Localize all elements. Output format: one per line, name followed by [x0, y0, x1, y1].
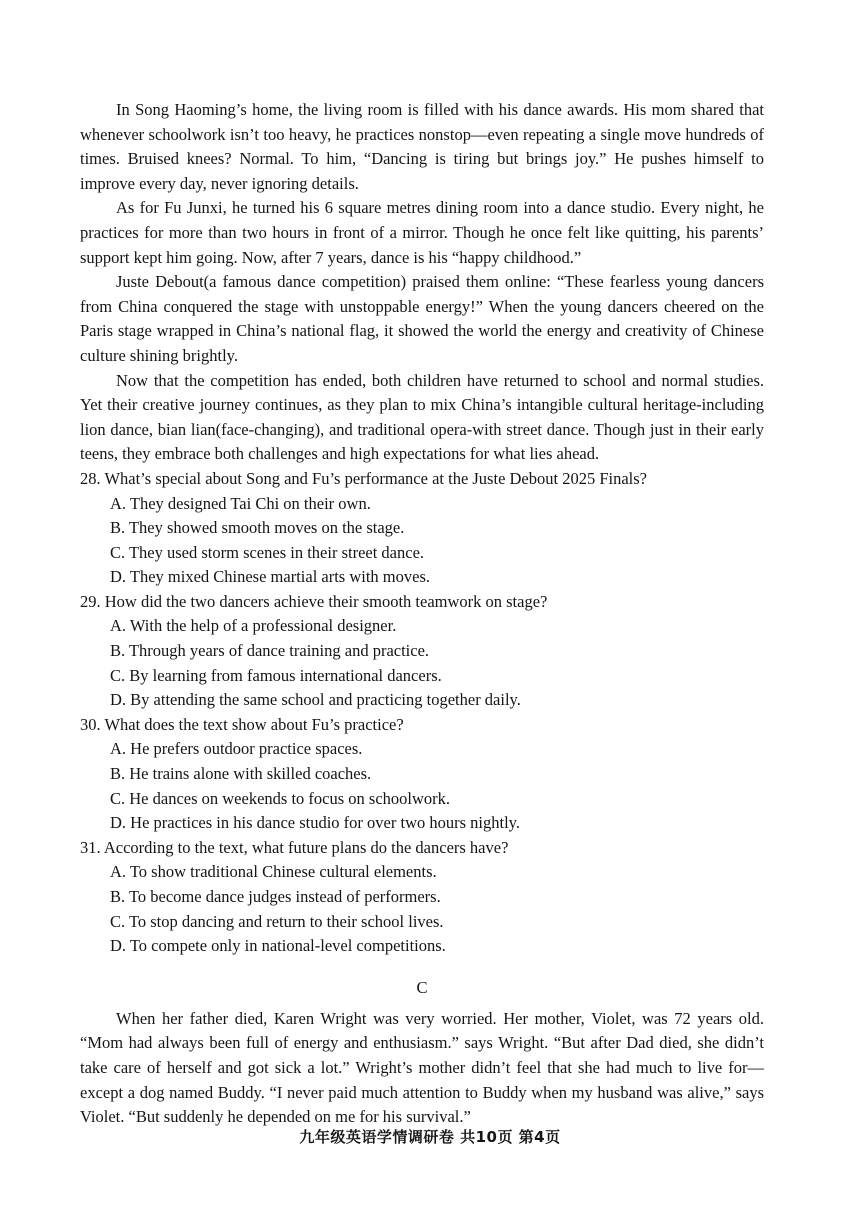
option-d: D. By attending the same school and practicing together daily. [110, 690, 521, 710]
option-c: C. By learning from famous international dancers. [110, 665, 442, 685]
section-title: C [416, 977, 428, 997]
option-b: B. They showed smooth moves on the stage. [110, 518, 405, 538]
paragraph: As for Fu Junxi, he turned his 6 square metres dining room into a dance studio. Every night, he practices for more than two hours in front of a mirror. Though he once felt like quitting, his parents’ support kept him going. Now, after 7 years, dance is his “happy childhood.” [80, 198, 764, 267]
question-stem: 30. What does the text show about Fu’s practice? [80, 714, 404, 734]
option-c: C. To stop dancing and return to their school lives. [110, 911, 444, 931]
question-28 [80, 467, 764, 590]
option-b: B. To become dance judges instead of performers. [110, 887, 441, 906]
question-list [80, 467, 764, 959]
option-d: D. He practices in his dance studio for over two hours nightly. [110, 813, 520, 833]
question-stem: 29. How did the two dancers achieve their smooth teamwork on stage? [80, 591, 548, 611]
question-31 [80, 836, 764, 959]
question-stem: 31. According to the text, what future plans do the dancers have? [80, 837, 509, 857]
option-b: B. Through years of dance training and practice. [110, 641, 430, 661]
passage-b [80, 98, 764, 467]
exam-page [80, 98, 764, 1130]
question-29 [80, 590, 764, 713]
paragraph: When her father died, Karen Wright was very worried. Her mother, Violet, was 72 years old. “Mom had always been full of energy and enthusiasm.” says Wright. “But after Dad died, she didn’t take care of herself and got sick a lot.” Wright’s mother didn’t feel that she had much to live for—except a dog named Buddy. “I never paid much attention to Buddy when my husband was alive,” says Violet. “But suddenly he depended on me for his survival.” [80, 1008, 764, 1127]
option-a: A. He prefers outdoor practice spaces. [110, 739, 363, 759]
paragraph: Now that the competition has ended, both children have returned to school and normal studies. Yet their creative journey continues, as they plan to mix China’s intangible cultural heritage-including lion dance, bian lian(face-changing), and traditional opera-with street dance. Though just in their early teens, they embrace both challenges and high expectations for what lies ahead. [80, 370, 764, 464]
option-b: B. He trains alone with skilled coaches. [110, 764, 372, 784]
page-footer: 九年级英语学情调研卷 共10页 第4页 [299, 1128, 561, 1146]
paragraph: Juste Debout(a famous dance competition) praised them online: “These fearless young dancers from China conquered the stage with unstoppable energy!” When the young dancers cheered on the Paris stage wrapped in China’s national flag, it showed the world the energy and creativity of Chinese culture shining brightly. [80, 272, 764, 365]
option-a: A. To show traditional Chinese cultural elements. [110, 862, 437, 882]
option-d: D. To compete only in national-level competitions. [110, 936, 446, 956]
option-a: A. With the help of a professional designer. [110, 616, 397, 636]
option-d: D. They mixed Chinese martial arts with moves. [110, 567, 431, 587]
option-a: A. They designed Tai Chi on their own. [110, 493, 371, 513]
option-c: C. They used storm scenes in their street dance. [110, 542, 425, 562]
question-stem: 28. What’s special about Song and Fu’s performance at the Juste Debout 2025 Finals? [80, 468, 648, 488]
option-c: C. He dances on weekends to focus on schoolwork. [110, 788, 451, 808]
passage-c [80, 975, 764, 1130]
question-30 [80, 713, 764, 836]
paragraph: In Song Haoming’s home, the living room is filled with his dance awards. His mom shared that whenever schoolwork isn’t too heavy, he practices nonstop—even repeating a single move hundreds of times. Bruised knees? Normal. To him, “Dancing is tiring but brings joy.” He pushes himself to improve every day, never ignoring details. [80, 100, 764, 193]
